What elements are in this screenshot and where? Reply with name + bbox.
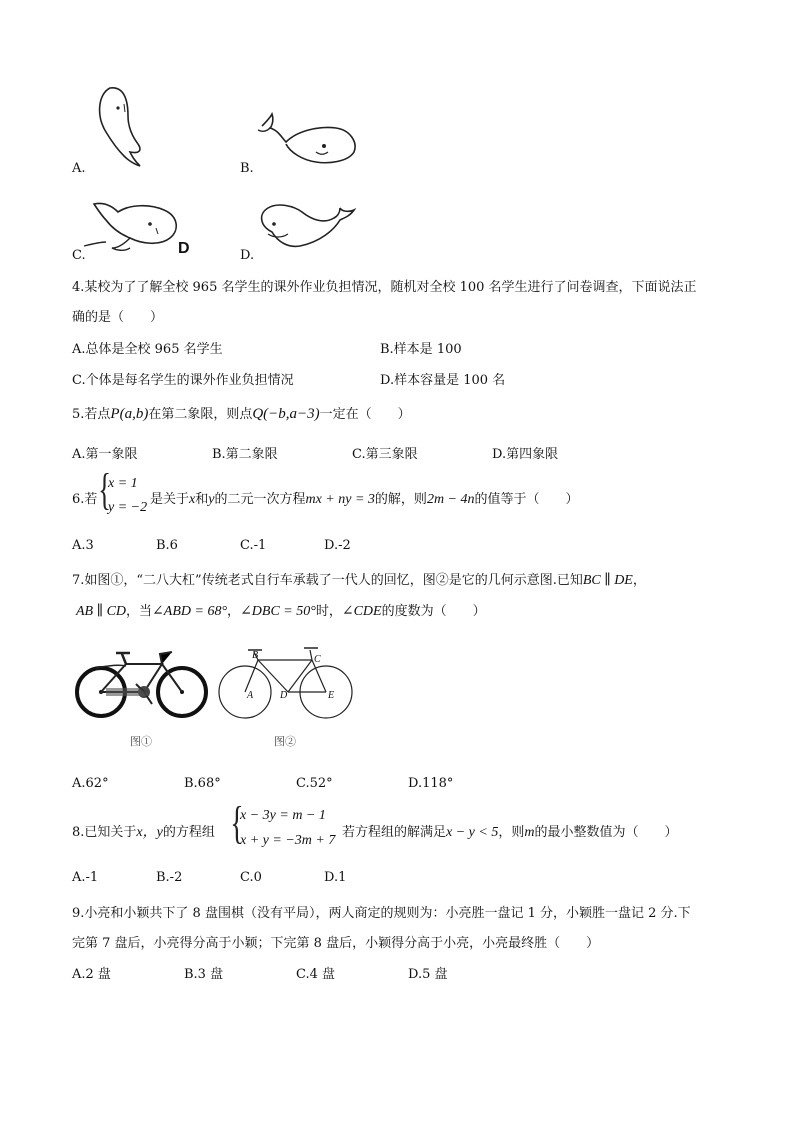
- q8-stem-rest: [342, 821, 678, 841]
- q8-option-a: A.-1: [72, 870, 99, 885]
- q5-prefix: 5.若点: [72, 407, 111, 422]
- q7-bc-de: BC ∥ DE: [582, 573, 633, 588]
- q6-text1: 是关于: [150, 492, 190, 507]
- q6-equation: mx + ny = 3: [305, 492, 375, 507]
- q4-option-c: C.个体是每名学生的课外作业负担情况: [72, 373, 294, 388]
- q7-option-c: C.52°: [296, 776, 333, 791]
- figure-1-caption: 图①: [130, 735, 152, 748]
- q6-option-c: C.-1: [240, 538, 267, 553]
- q7-angle-dbc: ∠DBC = 50°: [240, 604, 316, 619]
- whale-image-letter: D: [178, 240, 190, 257]
- q8-option-c: C.0: [240, 870, 262, 885]
- q9-option-c: C.4 盘: [296, 967, 336, 982]
- q9-stem-line2: 完第 7 盘后，小亮得分高于小颖；下完第 8 盘后，小颖得分高于小亮，小亮最终胜（ ）: [72, 936, 600, 951]
- q8-system-brace: {: [230, 797, 244, 848]
- q7-end: 的度数为（ ）: [381, 604, 486, 619]
- q5-stem: [72, 403, 411, 423]
- q9-option-a: A.2 盘: [72, 967, 111, 982]
- q5-option-b: B.第二象限: [212, 447, 278, 462]
- q6-text4: 的值等于（ ）: [474, 492, 579, 507]
- q9-option-d: D.5 盘: [408, 967, 448, 982]
- q7-option-d: D.118°: [408, 776, 454, 791]
- q5-point-q: Q(−b,a−3): [252, 406, 320, 422]
- q6-var-y: y: [208, 492, 215, 507]
- q5-mid: 在第二象限，则点: [148, 407, 253, 422]
- whale-image-c: [84, 198, 180, 256]
- q7-line1-end: ，: [632, 573, 646, 588]
- q8-option-d: D.1: [324, 870, 347, 885]
- q6-option-a: A.3: [72, 538, 94, 553]
- q8-system-line2: x + y = −3m + 7: [240, 833, 336, 848]
- q8-system-line1: x − 3y = m − 1: [240, 808, 326, 823]
- q8-prefix: 8.已知关于: [72, 825, 137, 840]
- q5-suffix: 一定在（ ）: [319, 407, 411, 422]
- q7-mid2: ，: [227, 604, 241, 619]
- figure-2-label-a: A: [247, 690, 254, 701]
- option-b-label: B.: [240, 161, 254, 176]
- q7-stem-line2: [76, 600, 486, 620]
- q8-vars: x，y: [136, 825, 163, 840]
- q8-text4: 的最小整数值为（ ）: [534, 825, 678, 840]
- q4-stem-line2: 确的是（ ）: [72, 310, 164, 325]
- q6-system-brace: {: [98, 465, 111, 514]
- q8-option-b: B.-2: [156, 870, 183, 885]
- q6-option-d: D.-2: [324, 538, 351, 553]
- q6-option-b: B.6: [156, 538, 178, 553]
- q8-text3: ，则: [498, 825, 525, 840]
- bicycle-geometry-figure-2: [218, 644, 354, 724]
- q8-prefix-row: [72, 821, 215, 841]
- q6-system-line1: x = 1: [108, 476, 138, 491]
- q6-text2: 的二元一次方程: [214, 492, 306, 507]
- figure-2-label-e: E: [328, 690, 335, 701]
- q5-option-d: D.第四象限: [492, 447, 559, 462]
- figure-2-caption: 图②: [274, 735, 296, 748]
- q7-angle-cde: ∠CDE: [341, 604, 382, 619]
- figure-2-label-c: C: [314, 654, 321, 665]
- q5-option-c: C.第三象限: [352, 447, 418, 462]
- option-c-label: C.: [72, 248, 86, 263]
- option-a-label: A.: [72, 161, 86, 176]
- whale-image-a: [88, 80, 148, 170]
- q7-stem-line1: [72, 569, 646, 589]
- q7-option-a: A.62°: [72, 776, 109, 791]
- q6-prefix: 6.若: [72, 492, 98, 507]
- whale-image-b: [258, 112, 360, 172]
- q5-option-a: A.第一象限: [72, 447, 138, 462]
- q4-option-b: B.样本是 100: [380, 342, 462, 357]
- q4-option-a: A.总体是全校 965 名学生: [72, 342, 223, 357]
- whale-image-d: [254, 202, 356, 256]
- q6-var-x: x: [189, 492, 196, 507]
- q6-system-line2: y = −2: [108, 500, 148, 515]
- q8-text2: 若方程组的解满足: [342, 825, 447, 840]
- q9-option-b: B.3 盘: [184, 967, 224, 982]
- q6-expr: 2m − 4n: [426, 492, 475, 507]
- q7-text1: 7.如图①，“二八大杠”传统老式自行车承载了一代人的回忆，图②是它的几何示意图.已知: [72, 573, 583, 588]
- q6-text3: 的解，则: [374, 492, 427, 507]
- q7-angle-abd: ∠ABD = 68°: [152, 604, 228, 619]
- q7-ab-cd: AB ∥ CD: [76, 604, 127, 619]
- q7-mid3: 时，: [315, 604, 342, 619]
- q6-and: 和: [195, 492, 209, 507]
- q7-option-b: B.68°: [184, 776, 221, 791]
- q4-stem-line1: 4.某校为了了解全校 965 名学生的课外作业负担情况，随机对全校 100 名学生进行了问卷调查，下面说法正: [72, 280, 697, 295]
- q4-option-d: D.样本容量是 100 名: [380, 373, 506, 388]
- q8-inequality: x − y < 5: [446, 825, 499, 840]
- option-d-label: D.: [240, 248, 255, 263]
- q7-mid1: ，当: [126, 604, 153, 619]
- q6-stem: [150, 488, 579, 508]
- figure-2-label-b: B: [252, 650, 259, 661]
- q5-point-p: P(a,b): [110, 406, 149, 422]
- q8-text1: 的方程组: [162, 825, 215, 840]
- q9-stem-line1: 9.小亮和小颖共下了 8 盘围棋（没有平局），两人商定的规则为：小亮胜一盘记 1 分，小颖胜一盘记 2 分.下: [72, 906, 691, 921]
- q8-var-m: m: [524, 825, 535, 840]
- bicycle-figure-1: [76, 640, 208, 722]
- figure-2-label-d: D: [280, 690, 288, 701]
